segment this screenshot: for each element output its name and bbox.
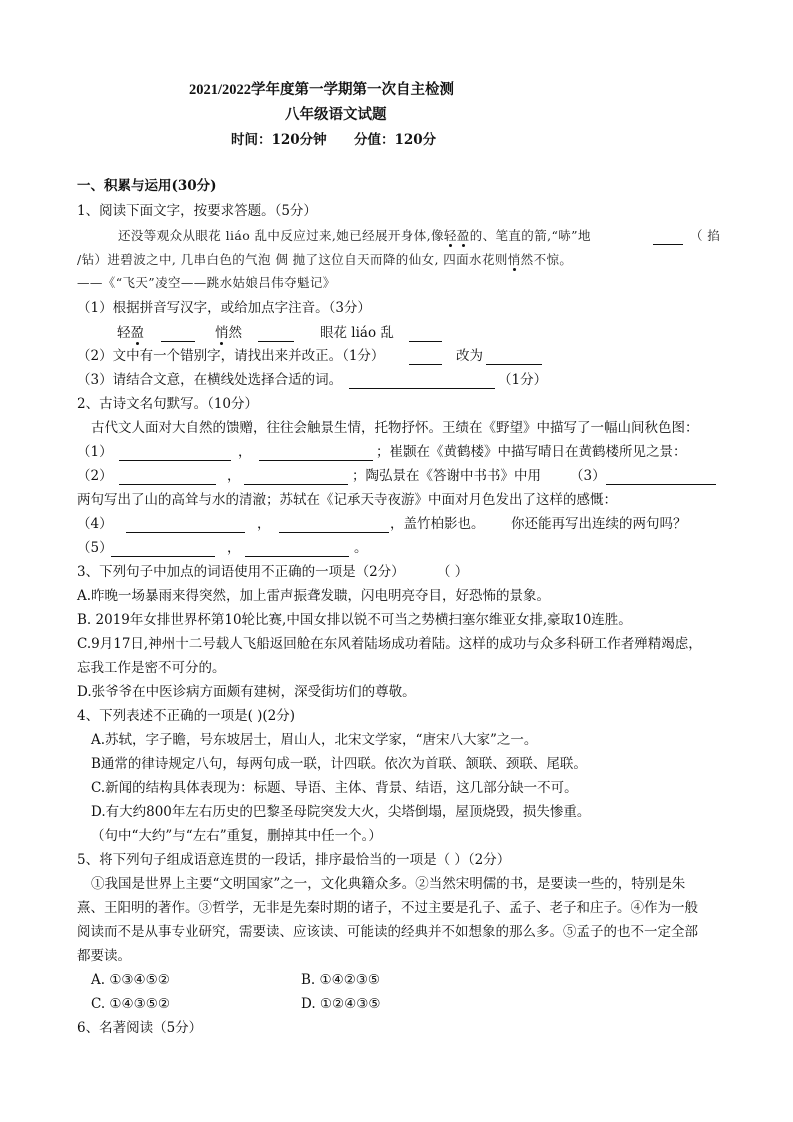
- q4-option-a: A.苏轼，字子瞻，号东坡居士，眉山人，北宋文学家，“唐宋八大家”之一。: [91, 732, 538, 748]
- answer-blank[interactable]: [409, 350, 442, 365]
- q1-subquestion-3: （3）请结合文意，在横线处选择合适的词。: [77, 372, 343, 388]
- answer-blank[interactable]: [606, 470, 716, 485]
- comma: ，: [238, 444, 252, 460]
- q3-option-a: A.昨晚一场暴雨来得突然，加上雷声振聋发聩，闪电明亮夺目，好恐怖的景象。: [77, 588, 551, 604]
- q2-intro: 古代文人面对大自然的馈赠，往往会触景生情，托物抒怀。王绩在《野望》中描写了一幅山间秋色图：: [91, 420, 699, 436]
- q4-option-c: C.新闻的结构具体表现为：标题、导语、主体、背景、结语，这几部分缺一不可。: [91, 780, 578, 796]
- q2-line-3-text: 两句写出了山的高耸与水的清澈；苏轼在《记承天寺夜游》中面对月色发出了这样的感慨：: [77, 492, 617, 508]
- q1-subquestion-2: （2）文中有一个错别字，请找出来并改正。（1分）: [77, 348, 385, 364]
- q4-option-d: D.有大约800年左右历史的巴黎圣母院突发大火，尖塔倒塌，屋顶烧毁，损失惨重。: [91, 804, 591, 820]
- comma: ，: [227, 468, 241, 484]
- q5-passage-line-1: ①我国是世界上主要“文明国家”之一，文化典籍众多。②当然宋明儒的书，是要读一些的，特别是朱: [91, 876, 686, 892]
- answer-paren[interactable]: （ ）: [437, 564, 469, 580]
- q2-line-4-question: 你还能再写出连续的两句吗？: [511, 516, 687, 532]
- q2-item-1-label: （1）: [77, 444, 113, 460]
- q1-word-1: 轻盈: [117, 325, 144, 341]
- q2-item-5-label: （5）: [77, 540, 113, 556]
- q1-passage-source: ——《“飞天”凌空——跳水姑娘吕伟夺魁记》: [77, 275, 336, 290]
- exam-title: 2021/2022学年度第一学期第一次自主检测: [189, 82, 455, 98]
- section-heading: 一、积累与运用(30分): [77, 178, 217, 194]
- period: 。: [354, 540, 368, 556]
- q1-subquestion-1: （1）根据拼音写汉字，或给加点字注音。（3分）: [77, 300, 371, 316]
- q4-option-b: B通常的律诗规定八句，每两句成一联，计四联。依次为首联、颔联、颈联、尾联。: [91, 756, 587, 772]
- q2-line-1-text: ；崔颢在《黄鹤楼》中描写晴日在黄鹤楼所见之景：: [376, 444, 687, 460]
- dotted-char: 轻: [443, 228, 457, 243]
- dotted-char: 盈: [456, 228, 470, 243]
- question-6-stem: 6、名著阅读（5分）: [77, 1020, 203, 1036]
- question-1-stem: 1、阅读下面文字，按要求答题。（5分）: [77, 203, 317, 219]
- q5-passage-line-4: 都要读。: [77, 948, 131, 964]
- answer-blank[interactable]: [653, 230, 683, 245]
- question-3-stem: 3、下列句子中加点的词语使用不正确的一项是（2分）: [77, 564, 405, 580]
- q3-option-d: D.张爷爷在中医诊病方面颇有建树，深受街坊们的尊敬。: [77, 684, 416, 700]
- dotted-char: 悄: [507, 252, 521, 267]
- answer-blank[interactable]: [245, 542, 349, 557]
- q5-option-d: D. ①②④③⑤: [301, 996, 381, 1012]
- q1-sub3-score: （1分）: [498, 372, 548, 388]
- answer-blank[interactable]: [486, 350, 542, 365]
- q1-passage-line-1: 还没等观众从眼花 liáo 乱中反应过来,她已经展开身体,像轻盈的、笔直的箭,“哧”地: [118, 228, 591, 243]
- q5-passage-line-3: 阅读而不是从事专业研究，需要读、应该读、可能读的经典并不如想象的那么多。⑤孟子的也不一定全部: [77, 924, 698, 940]
- q1-word-2: 悄然: [215, 325, 242, 341]
- question-2-stem: 2、古诗文名句默写。（10分）: [77, 396, 259, 412]
- answer-blank[interactable]: [161, 327, 195, 342]
- question-5-stem: 5、将下列句子组成语意连贯的一段话，排序最恰当的一项是（ ）（2分）: [77, 852, 511, 868]
- q5-option-a: A. ①③④⑤②: [91, 972, 170, 988]
- answer-blank[interactable]: [409, 327, 442, 342]
- q3-option-c: C.9月17日,神州十二号载人飞船返回舱在东风着陆场成功着陆。这样的成功与众多科研工作者殚精竭虑，: [77, 636, 702, 652]
- q5-passage-line-2: 熹、王阳明的著作。③哲学，无非是先秦时期的诸子，不过主要是孔子、孟子、老子和庄子。④作为一般: [77, 900, 698, 916]
- q2-item-4-label: （4）: [77, 516, 113, 532]
- q1-word-3: 眼花 liáo 乱: [320, 325, 394, 341]
- q2-item-2-label: （2）: [77, 468, 113, 484]
- q1-correct-to: 改为: [456, 348, 483, 364]
- answer-blank[interactable]: [258, 327, 294, 342]
- answer-blank[interactable]: [259, 446, 373, 461]
- exam-score: 分值：120分: [354, 132, 437, 148]
- q5-option-b: B. ①④②③⑤: [301, 972, 381, 988]
- answer-blank[interactable]: [244, 470, 348, 485]
- answer-blank[interactable]: [119, 446, 231, 461]
- answer-blank[interactable]: [279, 518, 389, 533]
- q1-passage-line-2: /钻）进碧波之中, 几串白色的气泡 倜 抛了这位自天而降的仙女, 四面水花则悄然不惊。: [77, 252, 573, 267]
- answer-blank[interactable]: [126, 518, 245, 533]
- q4-note: （句中“大约”与“左右”重复，删掉其中任一个。）: [91, 828, 382, 844]
- exam-time: 时间：120分钟: [231, 132, 327, 148]
- q5-option-c: C. ①④③⑤②: [91, 996, 170, 1012]
- q2-line-4-text: ，盖竹柏影也。: [390, 516, 485, 532]
- q3-option-b: B. 2019年女排世界杯第10轮比赛,中国女排以锐不可当之势横扫塞尔维亚女排,豪取10连胜。: [77, 612, 632, 628]
- exam-subtitle: 八年级语文试题: [285, 107, 387, 123]
- q1-choice-open: （ 掐: [690, 228, 721, 243]
- q2-item-3-label: （3）: [570, 468, 606, 484]
- answer-blank[interactable]: [119, 470, 216, 485]
- comma: ，: [227, 540, 241, 556]
- question-4-stem: 4、下列表述不正确的一项是( )(2分): [77, 708, 296, 724]
- q2-line-2-text: ；陶弘景在《答谢中书书》中用: [352, 468, 541, 484]
- q3-option-c-cont: 忘我工作是密不可分的。: [77, 660, 226, 676]
- answer-blank[interactable]: [111, 542, 215, 557]
- comma: ，: [257, 516, 271, 532]
- answer-blank[interactable]: [349, 374, 495, 389]
